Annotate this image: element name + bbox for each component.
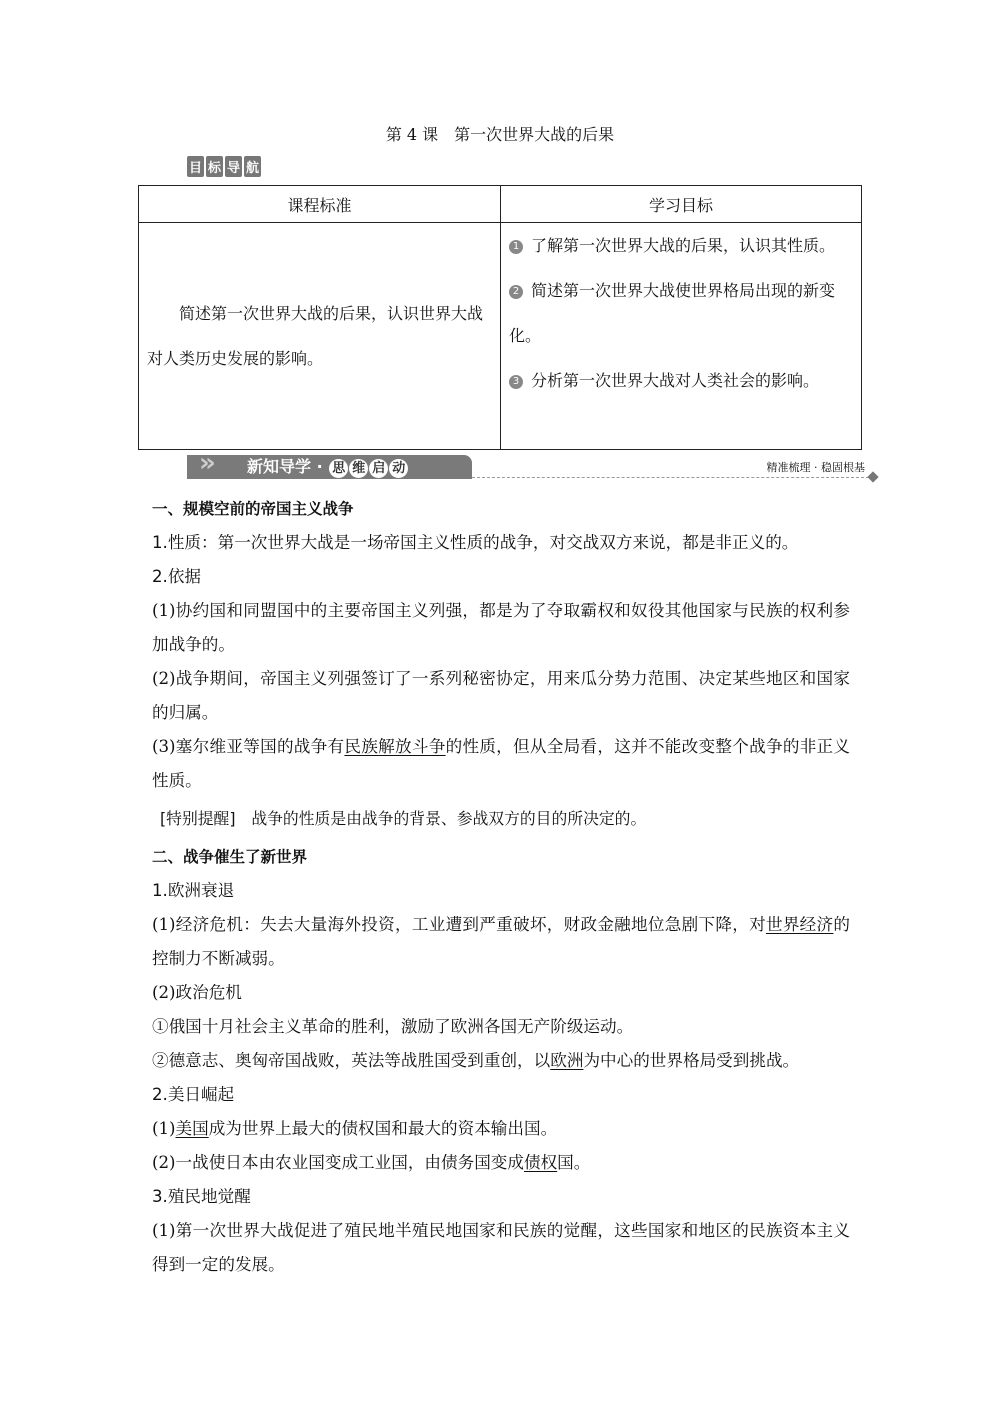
number-1-icon: 1 [509, 240, 523, 254]
paragraph: (2)一战使日本由农业国变成工业国，由债务国变成债权国。 [152, 1153, 591, 1172]
lesson-title: 第 4 课 第一次世界大战的后果 [385, 125, 615, 144]
goal-item: 3 分析第一次世界大战对人类社会的影响。 [509, 358, 853, 403]
col-header-standard: 课程标准 [139, 186, 501, 223]
goal-item: 1 了解第一次世界大战的后果，认识其性质。 [509, 223, 853, 268]
goals-table [138, 185, 862, 450]
paragraph: 1.性质：第一次世界大战是一场帝国主义性质的战争，对交战双方来说，都是非正义的。 [152, 533, 799, 552]
section-heading: 二、战争催生了新世界 [152, 848, 308, 866]
course-standard-cell: 简述第一次世界大战的后果，认识世界大战对人类历史发展的影响。 [139, 223, 501, 450]
banner-subtitle: 精准梳理 · 稳固根基 [766, 461, 865, 474]
paragraph: ②德意志、奥匈帝国战败，英法等战胜国受到重创，以欧洲为中心的世界格局受到挑战。 [152, 1051, 800, 1070]
goal-item: 2 简述第一次世界大战使世界格局出现的新变化。 [509, 281, 836, 345]
paragraph: (2)政治危机 [152, 983, 242, 1002]
banner-bar: » 新知导学 · 思 维 启 动 [187, 455, 472, 479]
paragraph: (2)战争期间，帝国主义列强签订了一系列秘密协定，用来瓜分势力范围、决定某些地区和国家的归属。 [152, 669, 850, 722]
col-header-goals: 学习目标 [501, 186, 862, 223]
subheading: 1.欧洲衰退 [152, 881, 235, 900]
content-body [152, 492, 850, 1282]
paragraph: (3)塞尔维亚等国的战争有民族解放斗争的性质，但从全局看，这并不能改变整个战争的非正义性质。 [152, 737, 851, 790]
subheading: 3.殖民地觉醒 [152, 1187, 251, 1206]
subheading: 2.依据 [152, 567, 202, 586]
section-heading: 一、规模空前的帝国主义战争 [152, 500, 354, 518]
number-2-icon: 2 [509, 285, 523, 299]
paragraph: (1)协约国和同盟国中的主要帝国主义列强，都是为了夺取霸权和奴役其他国家与民族的权利参加战争的。 [152, 601, 850, 654]
dotted-divider [472, 477, 869, 478]
badge-char: 目 [187, 156, 204, 177]
badge-char: 导 [225, 156, 242, 177]
number-3-icon: 3 [509, 375, 523, 389]
paragraph: ①俄国十月社会主义革命的胜利，激励了欧洲各国无产阶级运动。 [152, 1017, 634, 1036]
paragraph: (1)经济危机：失去大量海外投资，工业遭到严重破坏，财政金融地位急剧下降，对世界经济的控制力不断减弱。 [152, 915, 850, 968]
paragraph: (1)美国成为世界上最大的债权国和最大的资本输出国。 [152, 1119, 558, 1138]
section-badge-goal-navigation [187, 156, 261, 177]
double-chevron-icon: » [199, 448, 216, 478]
paragraph: (1)第一次世界大战促进了殖民地半殖民地国家和民族的觉醒，这些国家和地区的民族资本主义得到一定的发展。 [152, 1221, 850, 1274]
special-reminder: [特别提醒] 战争的性质是由战争的背景、参战双方的目的所决定的。 [160, 809, 647, 828]
subheading: 2.美日崛起 [152, 1085, 235, 1104]
badge-char: 航 [244, 156, 261, 177]
section-banner [187, 448, 877, 481]
learning-goals-cell [501, 223, 862, 450]
badge-char: 标 [206, 156, 223, 177]
diamond-icon [867, 471, 878, 482]
